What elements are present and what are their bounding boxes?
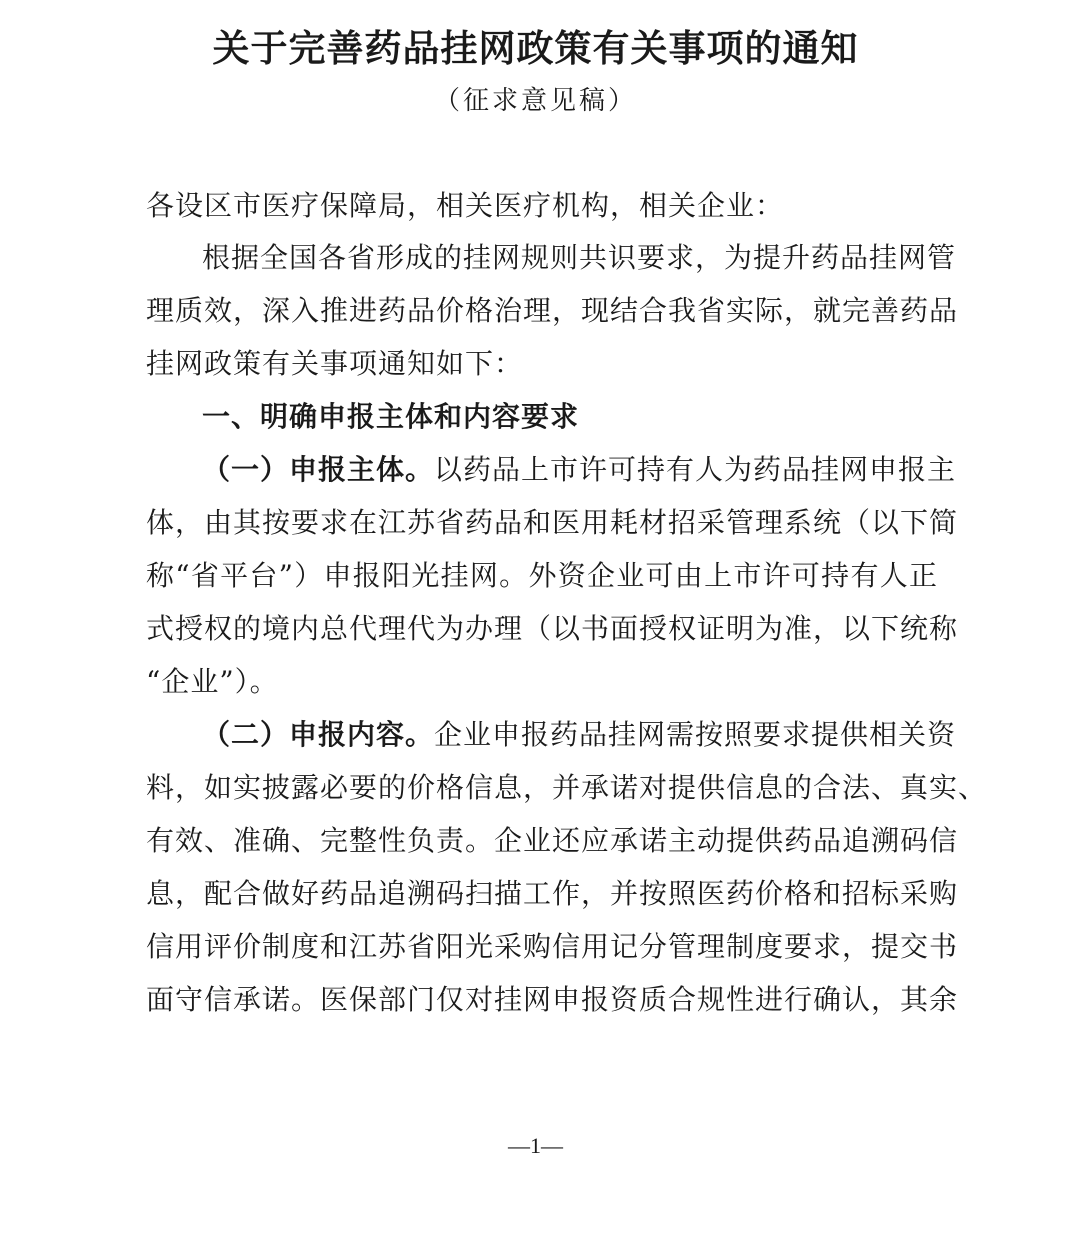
- intro-line-2: 理质效，深入推进药品价格治理，现结合我省实际，就完善药品: [146, 294, 959, 327]
- salutation: 各设区市医疗保障局，相关医疗机构，相关企业：: [146, 189, 785, 222]
- document-title: 关于完善药品挂网政策有关事项的通知: [212, 26, 859, 70]
- item2-line1-text: 企业申报药品挂网需按照要求提供相关资: [434, 718, 957, 751]
- item1-line-5: “企业”）。: [146, 665, 279, 698]
- page-number: —1—: [508, 1133, 563, 1158]
- item2-line-4: 息，配合做好药品追溯码扫描工作，并按照医药价格和招标采购: [146, 877, 959, 910]
- item2-line-2: 料，如实披露必要的价格信息，并承诺对提供信息的合法、真实、: [146, 771, 988, 804]
- section-heading-1: 一、明确申报主体和内容要求: [202, 400, 580, 433]
- item1-line-1: [202, 452, 957, 488]
- intro-line-1: 根据全国各省形成的挂网规则共识要求，为提升药品挂网管: [202, 241, 957, 274]
- item1-line-3: 称“省平台”）申报阳光挂网。外资企业可由上市许可持有人正: [146, 559, 938, 592]
- item1-line1-text: 以药品上市许可持有人为药品挂网申报主: [434, 453, 957, 486]
- item1-line-4: 式授权的境内总代理代为办理（以书面授权证明为准，以下统称: [146, 612, 959, 645]
- item2-line-5: 信用评价制度和江苏省阳光采购信用记分管理制度要求，提交书: [146, 930, 959, 963]
- item1-label: （一）申报主体。: [202, 453, 435, 486]
- item2-line-1: [202, 717, 957, 753]
- item2-line-3: 有效、准确、完整性负责。企业还应承诺主动提供药品追溯码信: [146, 824, 959, 857]
- item2-label: （二）申报内容。: [202, 718, 435, 751]
- item2-line-6: 面守信承诺。医保部门仅对挂网申报资质合规性进行确认，其余: [146, 983, 959, 1016]
- item1-line-2: 体，由其按要求在江苏省药品和医用耗材招采管理系统（以下简: [146, 506, 959, 539]
- intro-line-3: 挂网政策有关事项通知如下：: [146, 347, 524, 380]
- document-subtitle: （征求意见稿）: [433, 86, 637, 116]
